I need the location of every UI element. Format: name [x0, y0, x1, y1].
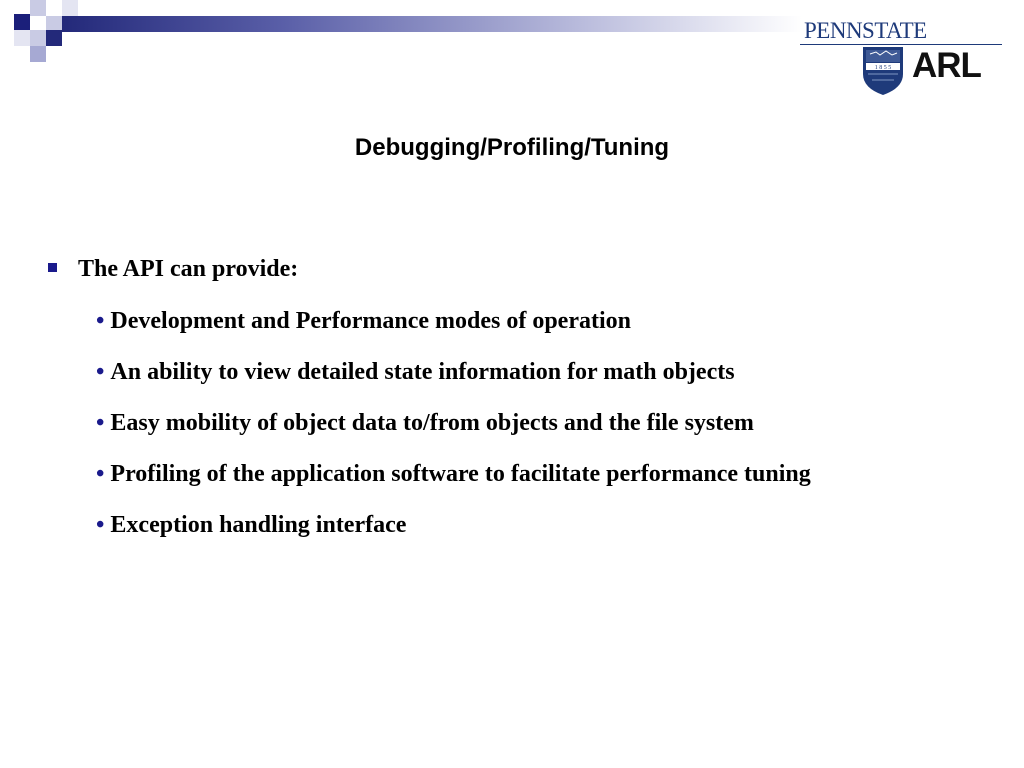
header-square [30, 0, 46, 16]
dot-bullet-icon: • [96, 410, 105, 436]
sub-bullet-item [96, 308, 631, 335]
sub-bullet-text: Profiling of the application software to facilitate performance tuning [110, 461, 811, 487]
sub-bullet-text: Easy mobility of object data to/from objects and the file system [110, 410, 754, 436]
main-bullet-text: The API can provide: [78, 256, 299, 282]
header-square [14, 30, 30, 46]
sub-bullet-item [96, 461, 811, 488]
sub-bullet-item [96, 359, 735, 386]
header-square [30, 46, 46, 62]
logo-rule [800, 44, 1002, 45]
sub-bullet-item [96, 410, 754, 437]
header-square [30, 30, 46, 46]
header-square [62, 0, 78, 16]
header-square [14, 14, 30, 30]
sub-bullet-text: An ability to view detailed state information for math objects [110, 359, 735, 385]
square-bullet-icon [48, 263, 57, 272]
slide-body [44, 256, 1004, 538]
slide-title: Debugging/Profiling/Tuning [354, 134, 670, 161]
dot-bullet-icon: • [96, 359, 105, 385]
dot-bullet-icon: • [96, 308, 105, 334]
sub-bullet-text: Development and Performance modes of operation [110, 308, 631, 334]
logo-year: 1 8 5 5 [874, 65, 892, 71]
sub-bullet-item [96, 512, 406, 539]
logo-arl-text: ARL [912, 46, 981, 85]
dot-bullet-icon: • [96, 512, 105, 538]
sub-bullet-text: Exception handling interface [110, 512, 407, 538]
dot-bullet-icon: • [96, 461, 105, 487]
shield-icon [862, 46, 904, 96]
header-gradient-bar [62, 16, 802, 32]
main-bullet [44, 256, 1004, 288]
penn-state-arl-logo [800, 14, 1006, 98]
header-square [46, 30, 62, 46]
logo-wordmark: PENNSTATE [804, 18, 927, 43]
